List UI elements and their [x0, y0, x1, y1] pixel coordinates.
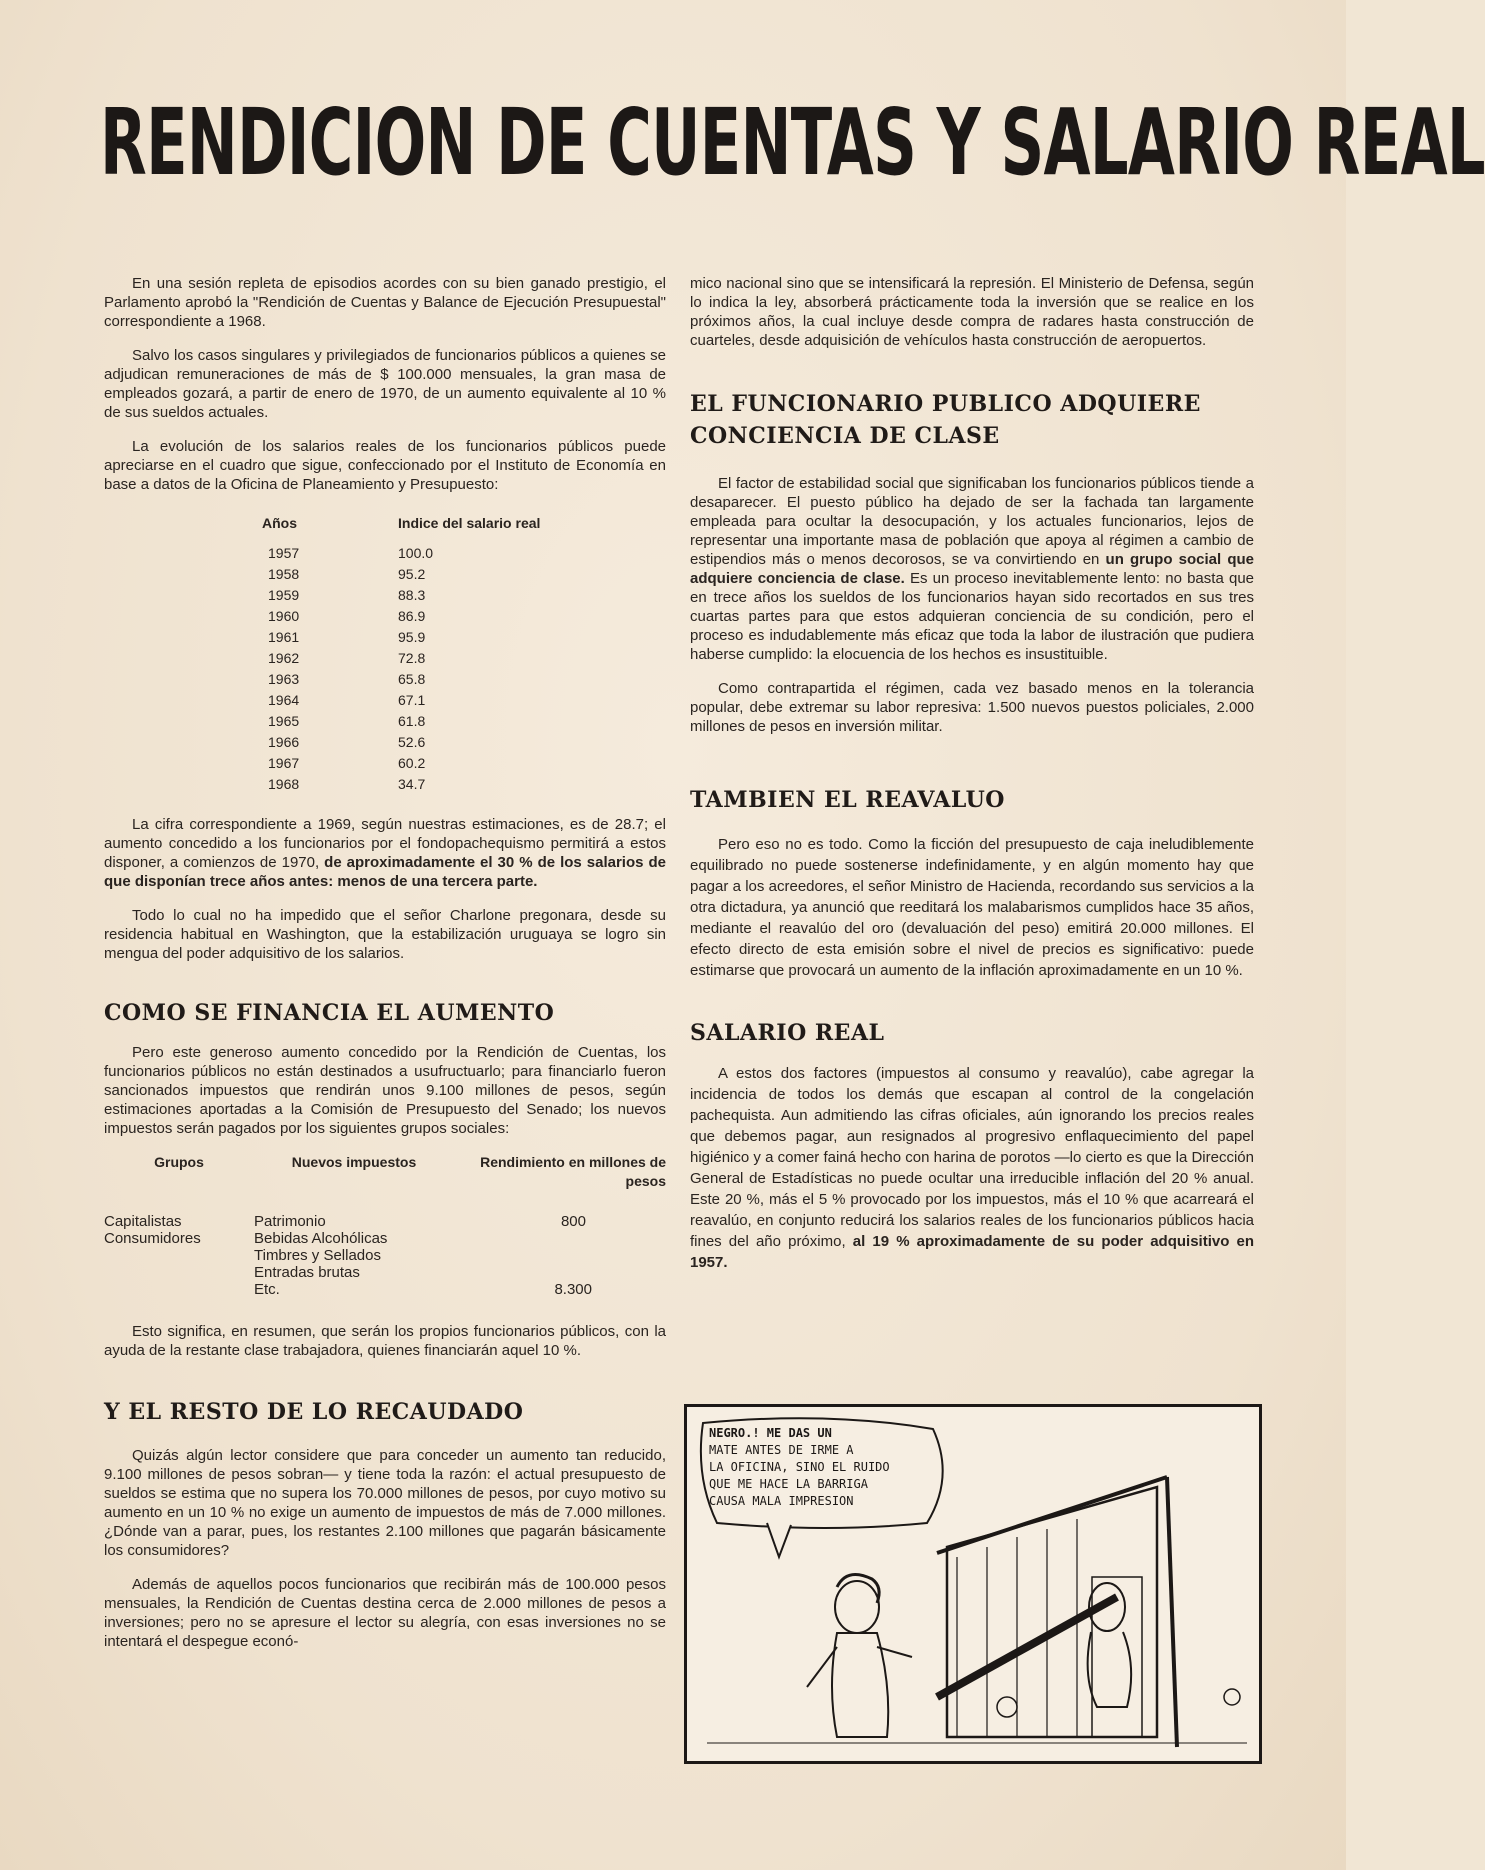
table-row: [262, 606, 570, 627]
year-cell: 1962: [268, 650, 300, 666]
tax-groups-table: [104, 1153, 666, 1298]
year-cell: 1968: [268, 776, 300, 792]
table-row: [262, 711, 570, 732]
paragraph-text: La cifra correspondiente a 1969, según nuestras estimaciones, es de 28.7; el aumento concedido a los funcionarios por el fondopachequismo permitirá a estos disponer, a comienzos de 1970,: [104, 816, 666, 871]
index-cell: 88.3: [398, 587, 426, 603]
cartoon-panel: [684, 1404, 1262, 1764]
year-cell: 1961: [268, 629, 300, 645]
tax-name: Patrimonio: [254, 1213, 326, 1230]
paragraph: Salvo los casos singulares y privilegiados de funcionarios públicos a quienes se adjudican remuneraciones de más de $ 100.000 mensuales, la gran masa de empleados gozará, a partir de enero de 1970, de un aumento equivalente al 10 % de sus sueldos actuales.: [104, 347, 666, 421]
year-cell: 1967: [268, 755, 300, 771]
paragraph: [104, 815, 666, 891]
speech-line: NEGRO.! ME DAS UN: [709, 1426, 832, 1440]
year-cell: 1964: [268, 692, 300, 708]
paragraph: Como contrapartida el régimen, cada vez basado menos en la tolerancia popular, debe extremar su labor represiva: 1.500 nuevos puestos policiales, 2.000 millones de pesos en inversión militar.: [690, 680, 1254, 735]
emphasis-text: al 19 % aproximadamente de su poder adquisitivo en 1957.: [690, 1233, 1255, 1271]
group-name: Capitalistas: [104, 1213, 182, 1230]
emphasis-text: de aproximadamente el 30 % de los salarios de que disponían trece años antes: menos de una tercera parte.: [104, 854, 666, 890]
tax-name: Bebidas Alcohólicas: [254, 1230, 388, 1247]
index-cell: 60.2: [398, 755, 426, 771]
table-row: [262, 585, 570, 606]
index-cell: 95.2: [398, 566, 426, 582]
table-row: [262, 732, 570, 753]
yield-header: Rendimiento en millones de pesos: [480, 1154, 666, 1189]
table-row: [262, 753, 570, 774]
section-heading: TAMBIEN EL REAVALUO: [690, 787, 1005, 813]
index-cell: 95.9: [398, 629, 426, 645]
year-cell: 1960: [268, 608, 300, 624]
paragraph: [690, 1063, 1254, 1273]
groups-cell: [104, 1213, 254, 1298]
paragraph-text: A estos dos factores (impuestos al consumo y reavalúo), cabe agregar la incidencia de todos los demás que escapan al control de la congelación pachequista. Aun admitiendo las cifras oficiales, aún ignorando los precios reales que debemos pagar, aun resignados al progresivo enflaquecimiento del papel higiénico y a comer fainá hecho con harina de porotos —lo cierto es que la Dirección General de Estadísticas no puede ocultar una irreducible inflación del 20 % anual. Este 20 %, más el 5 % provocado por los impuestos, más el 10 % que acarreará el reavalúo, en conjunto reducirá los salarios reales de los funcionarios públicos hacia fines del año próximo,: [690, 1065, 1254, 1250]
section-heading: Y EL RESTO DE LO RECAUDADO: [104, 1399, 524, 1425]
speech-bubble: [709, 1425, 943, 1533]
headline: RENDICION DE CUENTAS Y SALARIO REAL: [100, 89, 1485, 196]
yield-value: 8.300: [554, 1281, 592, 1298]
speech-line: MATE ANTES DE IRME A: [709, 1443, 854, 1457]
year-cell: 1959: [268, 587, 300, 603]
group-name: Consumidores: [104, 1230, 201, 1247]
taxes-cell: [254, 1213, 454, 1298]
tax-name: Timbres y Sellados: [254, 1247, 381, 1264]
year-cell: 1965: [268, 713, 300, 729]
paragraph: [690, 474, 1254, 664]
index-cell: 86.9: [398, 608, 426, 624]
year-cell: 1966: [268, 734, 300, 750]
paragraph: La evolución de los salarios reales de los funcionarios públicos puede apreciarse en el cuadro que sigue, confeccionado por el Instituto de Economía en base a datos de la Oficina de Planeamiento y Presupuesto:: [104, 438, 666, 493]
index-cell: 100.0: [398, 545, 434, 561]
table-row: [262, 543, 570, 564]
index-cell: 52.6: [398, 734, 426, 750]
tax-name: Entradas brutas: [254, 1264, 360, 1281]
groups-header: Grupos: [154, 1154, 204, 1170]
right-column: [690, 274, 1254, 1288]
index-cell: 34.7: [398, 776, 426, 792]
yield-value: 800: [560, 1213, 586, 1230]
table-header-year: Años: [262, 515, 297, 531]
section-heading: COMO SE FINANCIA EL AUMENTO: [104, 1000, 555, 1026]
table-row: [262, 564, 570, 585]
table-row: [262, 627, 570, 648]
table-row: [104, 1213, 666, 1298]
table-row: [262, 774, 570, 795]
paragraph: Pero eso no es todo. Como la ficción del presupuesto de caja ineludiblemente equilibrado no puede sostenerse indefinidamente, y en algún momento hay que pagar a los acreedores, el señor Ministro de Hacienda, recordando sus servicios a la otra dictadura, ya anunció que reeditará los malabarismos cumplidos hace 35 años, mediante el reavalúo del oro (devaluación del peso) emitirá 20.000 millones. El efecto directo de esta emisión sobre el nivel de precios es significativo: puede estimarse que provocará un aumento de la inflación aproximadamente en un 10 %.: [690, 836, 1254, 979]
index-cell: 65.8: [398, 671, 426, 687]
year-cell: 1963: [268, 671, 300, 687]
paragraph: En una sesión repleta de episodios acordes con su bien ganado prestigio, el Parlamento aprobó la "Rendición de Cuentas y Balance de Ejecución Presupuestal" correspondiente a 1968.: [104, 275, 666, 330]
paragraph: Todo lo cual no ha impedido que el señor Charlone pregonara, desde su residencia habitual en Washington, que la estabilización uruguaya se logro sin mengua del poder adquisitivo de los salarios.: [104, 907, 666, 962]
table-row: [262, 690, 570, 711]
paragraph: Esto significa, en resumen, que serán los propios funcionarios públicos, con la ayuda de la restante clase trabajadora, quienes financiarán aquel 10 %.: [104, 1323, 666, 1359]
section-heading: EL FUNCIONARIO PUBLICO ADQUIERE CONCIENCIA DE CLASE: [690, 391, 1201, 449]
index-cell: 67.1: [398, 692, 426, 708]
speech-line: LA OFICINA, SINO EL RUIDO: [709, 1460, 890, 1474]
table-row: [262, 648, 570, 669]
emphasis-text: un grupo social que adquiere conciencia de clase.: [690, 551, 1254, 587]
year-cell: 1957: [268, 545, 300, 561]
tax-name: Etc.: [254, 1281, 280, 1298]
paragraph-text: El factor de estabilidad social que significaban los funcionarios públicos tiende a desaparecer. El puesto público ha dejado de ser la fachada tan largamente empleada para ocultar la desocupación, y los actuales funcionarios, lejos de representar una importante masa de población que apoya al régimen a cambio de estipendios más o menos decorosos, se va convirtiendo en: [690, 475, 1254, 568]
paragraph: mico nacional sino que se intensificará la represión. El Ministerio de Defensa, según lo indica la ley, absorberá prácticamente toda la inversión que se realice en los próximos años, la cual incluye desde compra de radares hasta construcción de cuarteles, desde adquisición de vehículos hasta construcción de aeropuertos.: [690, 275, 1254, 349]
index-cell: 61.8: [398, 713, 426, 729]
paragraph: Quizás algún lector considere que para conceder un aumento tan reducido, 9.100 millones de pesos sobran— y tiene toda la razón: el actual presupuesto de sueldos se estima que no supera los 70.000 millones de pesos, por cuyo motivo su aumento en un 10 % no exige un aumento de impuestos de más de 7.000 millones. ¿Dónde van a parar, pues, los restantes 2.100 millones que pagarán básicamente los consumidores?: [104, 1447, 666, 1559]
left-column: [104, 274, 666, 1666]
table-row: [262, 669, 570, 690]
paragraph: Pero este generoso aumento concedido por la Rendición de Cuentas, los funcionarios públicos no están destinados a usufructuarlo; para financiarlo fueron sancionados impuestos que rendirán unos 9.100 millones de pesos, según estimaciones aportadas a la Comisión de Presupuesto del Senado; los nuevos impuestos serán pagados por los siguientes grupos sociales:: [104, 1044, 666, 1137]
new-taxes-header: Nuevos impuestos: [291, 1154, 417, 1170]
index-cell: 72.8: [398, 650, 426, 666]
yield-cell: [454, 1213, 666, 1298]
speech-line: CAUSA MALA IMPRESION: [709, 1494, 854, 1508]
salary-index-table: [262, 514, 570, 795]
year-cell: 1958: [268, 566, 300, 582]
table-header-index: Indice del salario real: [398, 515, 541, 531]
paragraph-text: Es un proceso inevitablemente lento: no basta que en trece años los sueldos de los funcionarios hayan sido recortados en sus tres cuartas partes para que estos adquieran conciencia de su condición, pero el proceso es indudablemente más eficaz que toda la labor de ilustración que pudiera haberse cumplido: la elocuencia de los hechos es insustituible.: [690, 570, 1254, 663]
speech-line: QUE ME HACE LA BARRIGA: [709, 1477, 868, 1491]
section-heading: SALARIO REAL: [690, 1020, 885, 1046]
paragraph: Además de aquellos pocos funcionarios que recibirán más de 100.000 pesos mensuales, la Rendición de Cuentas destina cerca de 2.000 millones de pesos a inversiones; pero no se apresure el lector su alegría, con esas inversiones no se intentará el despegue econó-: [104, 1576, 666, 1650]
